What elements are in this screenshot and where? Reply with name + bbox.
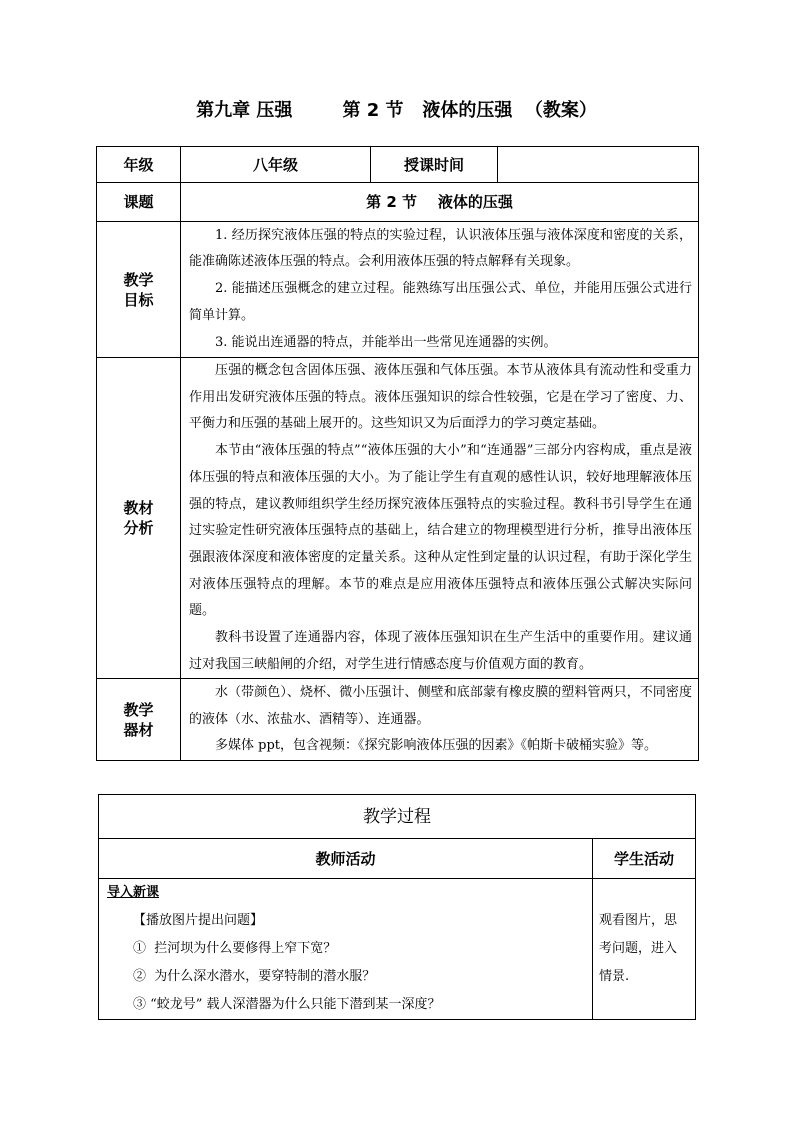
- analysis-paragraph: 本节由“液体压强的特点”“液体压强的大小”和“连通器”三部分内容构成，重点是液体压强的特点和液体压强的大小。为了能让学生有直观的感性认识，较好地理解液体压强的特点，建议教师组织学生经历探究液体压强特点的实验过程。教科书引导学生在通过实验定性研究液体压强特点的基础上，结合建立的物理模型进行分析，推导出液体压强跟液体深度和液体密度的定量关系。这种从定性到定量的认识过程，有助于深化学生对液体压强特点的理解。本节的难点是应用液体压强特点和液体压强公式解决实际问题。: [189, 443, 692, 619]
- goal-item: 3. 能说出连通器的特点，并能举出一些常见连通器的实例。: [215, 334, 557, 350]
- grade-value: 八年级: [181, 147, 371, 183]
- class-time-value: [498, 147, 699, 183]
- teaching-process-table: [98, 794, 696, 1020]
- lesson-info-table: [96, 146, 699, 761]
- teaching-materials: [181, 679, 699, 761]
- analysis-label: [97, 358, 181, 679]
- prompt-text: 【播放图片提出问题】: [133, 913, 264, 928]
- question-item: ① 拦河坝为什么要修得上窄下宽？: [133, 941, 337, 956]
- goal-item: 1. 经历探究液体压强的特点的实验过程，认识液体压强与液体深度和密度的关系，能准确陈述液体压强的特点。会利用液体压强的特点解释有关现象。: [189, 227, 692, 270]
- grade-label: 年级: [97, 147, 181, 183]
- materials-paragraph: 多媒体 ppt，包含视频：《探究影响液体压强的因素》《帕斯卡破桶实验》等。: [215, 738, 658, 754]
- analysis-paragraph: 教科书设置了连通器内容，体现了液体压强知识在生产生活中的重要作用。建议通过对我国三峡船闸的介绍，对学生进行情感态度与价值观方面的教育。: [189, 630, 692, 672]
- teacher-activity-header: 教师活动: [99, 839, 593, 879]
- analysis-label-line-2: 分析: [123, 519, 154, 538]
- goals-label-line-2: 目标: [123, 290, 154, 309]
- question-item: ③ “蛟龙号” 载人深潜器为什么只能下潜到某一深度？: [133, 997, 441, 1012]
- class-time-label: 授课时间: [371, 147, 498, 183]
- analysis-paragraph: 压强的概念包含固体压强、液体压强和气体压强。本节从液体具有流动性和受重力作用出发研究液体压强的特点。液体压强知识的综合性较强，它是在学习了密度、力、平衡力和压强的基础上展开的。这些知识又为后面浮力的学习奠定基础。: [189, 363, 692, 432]
- goal-item: 2. 能描述压强概念的建立过程。能熟练写出压强公式、单位，并能用压强公式进行简单计算。: [189, 281, 692, 323]
- question-item: ② 为什么深水潜水，要穿特制的潜水服？: [133, 969, 376, 984]
- textbook-analysis: [181, 358, 699, 679]
- student-activity-cell: 观看图片，思考问题，进入情景.: [593, 879, 696, 1020]
- materials-label-line-2: 器材: [123, 720, 154, 739]
- goals-label: [97, 222, 181, 358]
- materials-label-line-1: 教学: [123, 700, 154, 719]
- materials-label: [97, 679, 181, 761]
- student-activity-header: 学生活动: [593, 839, 696, 879]
- topic-label: 课题: [97, 183, 181, 222]
- analysis-label-line-1: 教材: [123, 499, 154, 518]
- section-title: 导入新课: [107, 885, 160, 900]
- teaching-goals: [181, 222, 699, 358]
- document-title: 第九章 压强 第 2 节 液体的压强 （教案）: [196, 100, 597, 121]
- goals-label-line-1: 教学: [123, 270, 154, 289]
- materials-paragraph: 水（带颜色）、烧杯、微小压强计、侧壁和底部蒙有橡皮膜的塑料管两只，不同密度的液体（水、浓盐水、酒精等）、连通器。: [189, 684, 692, 727]
- teacher-activity-cell: [99, 879, 593, 1020]
- process-heading: 教学过程: [99, 795, 696, 839]
- topic-value: 第 2 节 液体的压强: [181, 183, 699, 222]
